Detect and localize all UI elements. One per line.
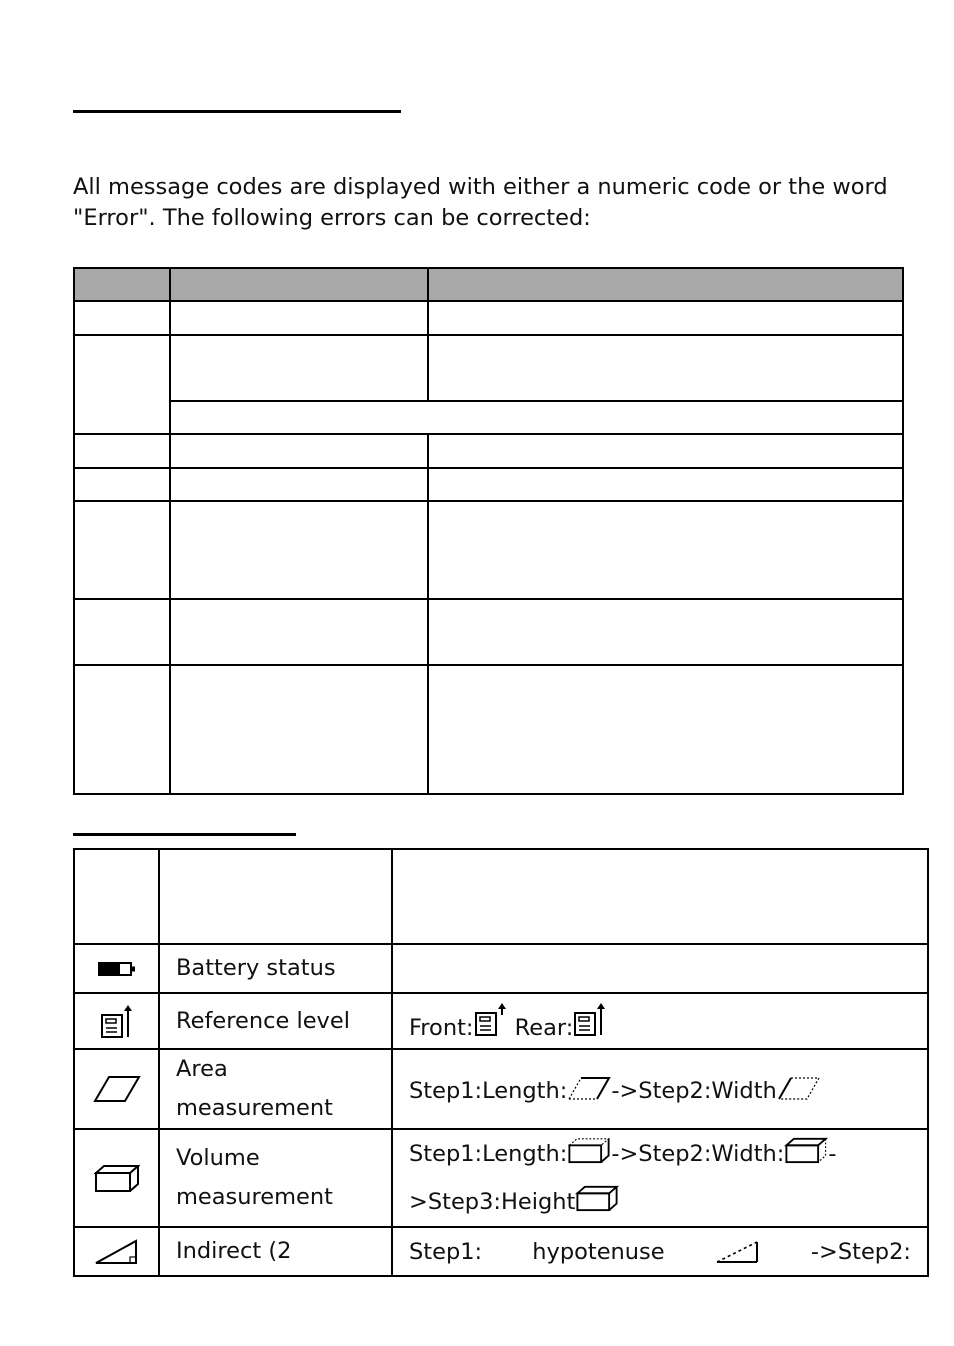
- step1-label: Step1:: [409, 1238, 483, 1265]
- icon-description: [392, 944, 928, 993]
- icon-name: Reference level: [159, 993, 392, 1049]
- header-cell: [74, 849, 159, 944]
- icon-name: Indirect (2: [159, 1227, 392, 1276]
- area-icon: [93, 1074, 141, 1104]
- step2-label: ->Step2:: [810, 1238, 911, 1265]
- error-table: [73, 267, 904, 795]
- indirect-steps-line: [409, 1239, 927, 1265]
- icon-description: [392, 1049, 928, 1129]
- step1-label: Step1:Length:: [409, 1141, 568, 1167]
- table-row: [74, 301, 903, 335]
- icon-table-header: [74, 849, 928, 944]
- icon-cell: [74, 1129, 159, 1227]
- header-cell: [74, 268, 170, 301]
- step1-label: Step1:Length:: [409, 1077, 568, 1104]
- hypotenuse-label: hypotenuse: [532, 1238, 665, 1265]
- display-icon-table: [73, 848, 929, 1277]
- header-cell: [170, 268, 428, 301]
- reference-level-icon: [100, 1003, 134, 1039]
- step3-label: >Step3:Height: [409, 1189, 576, 1215]
- intro-paragraph: All message codes are displayed with either a numeric code or the word "Error". The following errors can be corrected:: [73, 174, 888, 231]
- header-cell: [159, 849, 392, 944]
- area-length-icon: [567, 1075, 611, 1101]
- section-heading-rule-errors: [73, 110, 401, 113]
- table-row: [74, 401, 903, 434]
- table-row: [74, 335, 903, 401]
- volume-length-icon: [567, 1136, 611, 1164]
- rear-label: Rear:: [514, 1015, 574, 1041]
- icon-cell: [74, 1227, 159, 1276]
- volume-icon: [94, 1163, 140, 1193]
- area-width-icon: [777, 1075, 821, 1101]
- icon-cell: [74, 993, 159, 1049]
- icon-cell: [74, 944, 159, 993]
- table-row: [74, 944, 928, 993]
- table-row: [74, 1049, 928, 1129]
- hypotenuse-icon: [715, 1240, 761, 1264]
- table-row: [74, 1227, 928, 1276]
- error-table-header: [74, 268, 903, 301]
- table-row: [74, 468, 903, 501]
- table-row: [74, 993, 928, 1049]
- battery-icon: [97, 961, 137, 977]
- table-row: [74, 501, 903, 599]
- hyphen: -: [828, 1141, 837, 1167]
- icon-description: [392, 1129, 928, 1227]
- reference-rear-icon: [573, 1001, 607, 1037]
- table-row: [74, 434, 903, 468]
- volume-height-icon: [575, 1184, 619, 1212]
- step2-label: ->Step2:Width:: [611, 1141, 785, 1167]
- icon-cell: [74, 1049, 159, 1129]
- reference-front-icon: [474, 1001, 508, 1037]
- table-row: [74, 1129, 928, 1227]
- icon-name: Area measurement: [159, 1049, 392, 1129]
- icon-description: [392, 993, 928, 1049]
- section-heading-rule-icons: [73, 833, 296, 836]
- volume-steps-line-2: [409, 1178, 927, 1226]
- table-row: [74, 665, 903, 794]
- step2-label: ->Step2:Width: [611, 1077, 777, 1104]
- volume-width-icon: [784, 1136, 828, 1164]
- front-label: Front:: [409, 1015, 474, 1041]
- header-cell: [428, 268, 903, 301]
- indirect-icon: [94, 1239, 140, 1265]
- icon-name: Battery status: [159, 944, 392, 993]
- icon-description: [392, 1227, 928, 1276]
- table-row: [74, 599, 903, 665]
- header-cell: [392, 849, 928, 944]
- icon-name: Volume measurement: [159, 1129, 392, 1227]
- volume-steps-line-1: [409, 1130, 927, 1178]
